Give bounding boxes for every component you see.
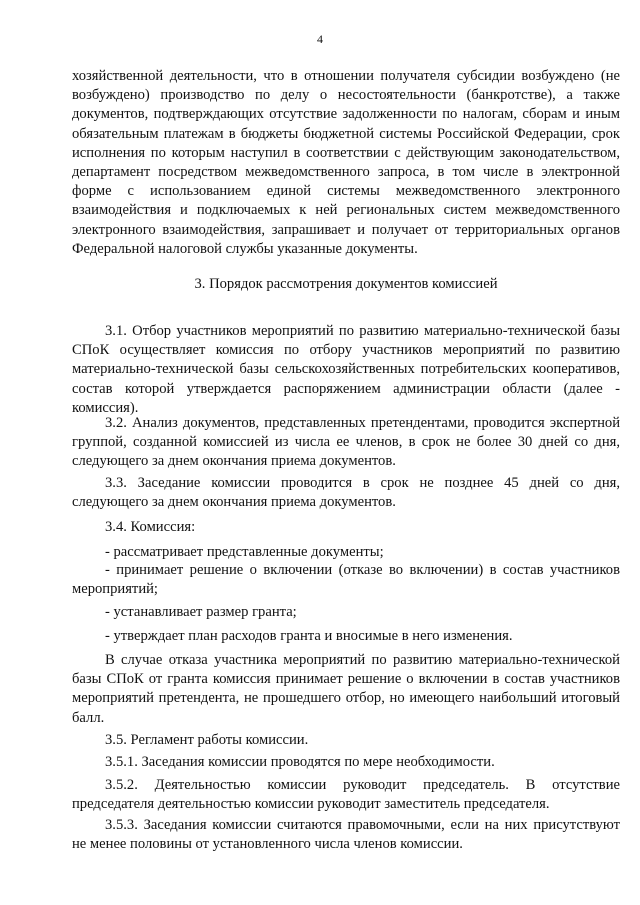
list-item-4-block	[72, 627, 620, 646]
list-item-2-block	[72, 561, 620, 599]
list-item-1-block	[72, 543, 620, 562]
refusal-paragraph: В случае отказа участника мероприятий по развитию материально-технической базы СПоК от гранта комиссия принимает решение о включении в состав участников мероприятий претендента, не прошедшего отбор, но имеющего наибольший итоговый балл.	[72, 652, 620, 726]
list-item: - рассматривает представленные документы;	[105, 544, 384, 560]
paragraph-3-2-block	[72, 414, 620, 472]
list-item: - устанавливает размер гранта;	[105, 604, 297, 620]
paragraph-3-5: 3.5. Регламент работы комиссии.	[105, 732, 309, 748]
paragraph-3-3: 3.3. Заседание комиссии проводится в срок не позднее 45 дней со дня, следующего за днем окончания приема документов.	[72, 475, 620, 511]
paragraph-3-3-block	[72, 474, 620, 512]
paragraph-3-5-1-block	[72, 753, 620, 772]
paragraph-3-1-block	[72, 322, 620, 418]
paragraph-3-2: 3.2. Анализ документов, представленных претендентами, проводится экспертной группой, созданной комиссией из числа ее членов, в срок не более 30 дней со дня, следующего за днем окончания приема документов.	[72, 415, 620, 470]
page-number: 4	[317, 32, 323, 46]
list-item-3-block	[72, 603, 620, 622]
list-item: - принимает решение о включении (отказе во включении) в состав участников мероприятий;	[72, 562, 620, 598]
refusal-paragraph-block	[72, 651, 620, 728]
paragraph-3-1: 3.1. Отбор участников мероприятий по развитию материально-технической базы СПоК осуществляет комиссия по отбору участников мероприятий по развитию материально-технической базы сельскохозяйственных потребительских кооперативов, состав которой утверждается распоряжением администрации области (далее - комиссия).	[72, 323, 620, 416]
section-heading: 3. Порядок рассмотрения документов комиссией	[194, 276, 498, 292]
intro-paragraph-block	[72, 67, 620, 259]
paragraph-3-5-3-block	[72, 816, 620, 854]
paragraph-3-4: 3.4. Комиссия:	[105, 519, 196, 535]
paragraph-3-5-2-block	[72, 776, 620, 814]
paragraph-3-5-3: 3.5.3. Заседания комиссии считаются правомочными, если на них присутствуют не менее половины от установленного числа членов комиссии.	[72, 817, 620, 853]
paragraph-3-5-2: 3.5.2. Деятельностью комиссии руководит председатель. В отсутствие председателя деятельностью комиссии руководит заместитель председателя.	[72, 777, 620, 813]
intro-paragraph: хозяйственной деятельности, что в отношении получателя субсидии возбуждено (не возбуждено) производство по делу о несостоятельности (банкротстве), а также документов, подтверждающих отсутствие задолженности по налогам, сборам и иным обязательным платежам в бюджеты бюджетной системы Российской Федерации, срок исполнения по которым наступил в соответствии с действующим законодательством, департамент посредством межведомственного запроса, в том числе в электронной форме с использованием единой системы межведомственного электронного взаимодействия и подключаемых к ней региональных систем межведомственного электронного взаимодействия, запрашивает и получает от территориальных органов Федеральной налоговой службы указанные документы.	[72, 68, 620, 257]
paragraph-3-4-block	[72, 518, 620, 537]
list-item: - утверждает план расходов гранта и вносимые в него изменения.	[105, 628, 513, 644]
paragraph-3-5-1: 3.5.1. Заседания комиссии проводятся по мере необходимости.	[105, 754, 495, 770]
paragraph-3-5-block	[72, 731, 620, 750]
